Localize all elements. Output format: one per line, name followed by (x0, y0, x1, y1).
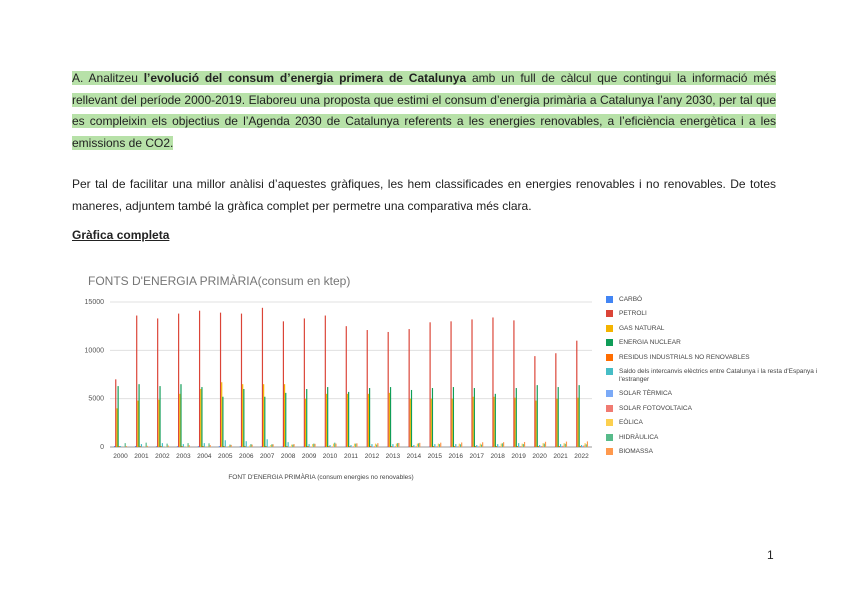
bar (369, 388, 370, 447)
bar (178, 314, 179, 447)
bar (314, 444, 315, 447)
bar (261, 446, 262, 447)
bar (471, 319, 472, 447)
bar (497, 444, 498, 447)
x-tick-label: 2006 (238, 453, 254, 460)
x-tick-label: 2009 (301, 453, 317, 460)
bar (455, 444, 456, 447)
bar (125, 443, 126, 447)
bar (434, 444, 435, 447)
bar (392, 444, 393, 447)
bar (263, 384, 264, 447)
legend-label: ENERGIA NUCLEAR (619, 339, 681, 347)
bar (543, 443, 544, 447)
bar (503, 442, 504, 447)
bar (240, 446, 241, 447)
bar (291, 445, 292, 447)
bar (437, 446, 438, 447)
bar (459, 444, 460, 447)
bar (582, 446, 583, 447)
bar (115, 379, 116, 447)
bar (271, 444, 272, 447)
bar (312, 444, 313, 447)
intro-text-start: A. Analitzeu (72, 71, 144, 85)
bar (292, 445, 293, 447)
bar (555, 353, 556, 447)
legend-label: SOLAR FOTOVOLTAICA (619, 404, 692, 412)
bar (138, 384, 139, 447)
legend-swatch (606, 325, 613, 332)
bar (395, 446, 396, 447)
bar (244, 446, 245, 447)
bar (579, 385, 580, 447)
bar (203, 446, 204, 447)
x-tick-label: 2013 (385, 453, 401, 460)
bar (140, 446, 141, 447)
bar (430, 322, 431, 447)
x-tick-label: 2010 (322, 453, 338, 460)
bar (496, 446, 497, 447)
bar (264, 397, 265, 447)
bar (577, 398, 578, 447)
bar (286, 446, 287, 447)
bar (477, 446, 478, 447)
bar (159, 386, 160, 447)
bar (126, 446, 127, 447)
bar (377, 443, 378, 447)
bar (502, 443, 503, 447)
bar (501, 444, 502, 447)
legend-swatch (606, 339, 613, 346)
bar (135, 446, 136, 447)
bar (409, 329, 410, 447)
x-tick-label: 2002 (155, 453, 170, 460)
bar (397, 443, 398, 447)
bar (355, 444, 356, 447)
bar (535, 401, 536, 447)
bar (229, 445, 230, 447)
x-tick-label: 2015 (427, 453, 443, 460)
chart-title: FONTS D'ENERGIA PRIMÀRIA(consum en ktep) (88, 274, 351, 288)
bar (438, 444, 439, 447)
bar (419, 443, 420, 447)
bar (450, 321, 451, 447)
bar (541, 446, 542, 447)
intro-paragraph (72, 68, 776, 154)
x-tick-label: 2011 (344, 453, 358, 460)
bar (246, 441, 247, 447)
bar (520, 446, 521, 447)
bar (147, 446, 148, 447)
bar (272, 444, 273, 447)
highlighted-text (72, 71, 776, 150)
bar (168, 446, 169, 447)
bar (452, 399, 453, 447)
legend-item (606, 390, 821, 398)
bar (204, 443, 205, 447)
bar (394, 446, 395, 447)
bar (583, 446, 584, 447)
bar (454, 446, 455, 447)
bar (480, 444, 481, 447)
bar (136, 316, 137, 447)
section-heading: Gràfica completa (72, 228, 170, 242)
bar (556, 399, 557, 447)
legend-item (606, 339, 821, 347)
bar (265, 446, 266, 447)
bar (161, 446, 162, 447)
bar (389, 393, 390, 447)
bar (440, 443, 441, 447)
legend-swatch (606, 296, 613, 303)
legend-swatch (606, 434, 613, 441)
bar (349, 446, 350, 447)
bar (418, 443, 419, 447)
legend-label: EÒLICA (619, 419, 643, 427)
bar (439, 444, 440, 447)
bar-chart (70, 290, 595, 485)
bar (308, 444, 309, 447)
bar (283, 321, 284, 447)
bar (157, 318, 158, 447)
bar (270, 445, 271, 447)
bar (368, 394, 369, 447)
bar (499, 446, 500, 447)
bar (474, 388, 475, 447)
x-tick-label: 2019 (511, 453, 526, 460)
bar (210, 445, 211, 447)
bar (119, 446, 120, 447)
bar (539, 445, 540, 447)
bar (328, 446, 329, 447)
bar (560, 444, 561, 447)
bar (284, 384, 285, 447)
bar (158, 400, 159, 447)
legend-item (606, 448, 821, 456)
bar (307, 446, 308, 447)
bar (388, 332, 389, 447)
bar (162, 443, 163, 447)
bar (199, 311, 200, 447)
bar (482, 442, 483, 447)
bar (587, 441, 588, 447)
bar (416, 446, 417, 447)
legend-item (606, 296, 821, 304)
bar (347, 394, 348, 447)
bar (329, 445, 330, 447)
bar (545, 442, 546, 447)
bar (306, 389, 307, 447)
bar (558, 387, 559, 447)
bar (476, 445, 477, 447)
x-tick-label: 2008 (280, 453, 296, 460)
bar (413, 445, 414, 447)
bar (492, 317, 493, 447)
bar (356, 443, 357, 447)
bar (495, 394, 496, 447)
bar (220, 313, 221, 447)
bar (137, 401, 138, 447)
x-tick-label: 2020 (532, 453, 547, 460)
bar (353, 446, 354, 447)
bar (223, 446, 224, 447)
bar (534, 356, 535, 447)
bar (564, 443, 565, 447)
bar (228, 446, 229, 447)
bar (120, 446, 121, 447)
bar (250, 444, 251, 447)
bar (410, 399, 411, 447)
bar (305, 399, 306, 447)
x-tick-label: 2016 (448, 453, 464, 460)
bar (518, 443, 519, 447)
bar (458, 446, 459, 447)
y-tick-label: 5000 (88, 395, 104, 403)
x-tick-label: 2001 (134, 453, 149, 460)
legend-swatch (606, 368, 613, 375)
x-tick-label: 2014 (406, 453, 422, 460)
x-tick-label: 2007 (259, 453, 275, 460)
bar (252, 445, 253, 447)
bar (208, 443, 209, 447)
x-tick-label: 2017 (469, 453, 484, 460)
bar (167, 444, 168, 447)
bar (221, 382, 222, 447)
intro-text-rest: amb un full de càlcul que contingui la informació més rellevant del període 2000-2019. Elaboreu una proposta que estimi el consum d’energia primària a Catalunya l’any 2030, per tal que es compleixin els objectius de l’Agenda 2030 de Catalunya referents a les energies renovables, a l’eficiència energètica i a les emissions de CO2. (72, 71, 776, 150)
bar (566, 442, 567, 447)
bar (519, 446, 520, 447)
bar (177, 446, 178, 447)
bar (179, 394, 180, 447)
bar (262, 308, 263, 447)
bar (479, 446, 480, 447)
legend-label: SOLAR TÈRMICA (619, 390, 672, 398)
bar (456, 446, 457, 447)
bar (538, 446, 539, 447)
bar (513, 320, 514, 447)
bar (523, 444, 524, 447)
legend-item (606, 405, 821, 413)
legend-item (606, 354, 821, 362)
y-tick-label: 0 (100, 444, 104, 451)
bar (313, 444, 314, 447)
x-tick-label: 2012 (364, 453, 380, 460)
bar (182, 446, 183, 447)
bar (332, 446, 333, 447)
bar (481, 445, 482, 447)
legend-item (606, 368, 821, 384)
bar (350, 445, 351, 447)
bar (435, 446, 436, 447)
bar (374, 446, 375, 447)
bar (540, 446, 541, 447)
bar (304, 318, 305, 447)
bar (335, 444, 336, 447)
bar (371, 444, 372, 447)
legend-label: Saldo dels intercanvis elèctrics entre Catalunya i la resta d'Espanya i l'estranger (619, 367, 818, 383)
bar (249, 446, 250, 447)
bar (562, 446, 563, 447)
legend-label: RESIDUS INDUSTRIALS NO RENOVABLES (619, 353, 750, 361)
bar (327, 387, 328, 447)
bar (334, 443, 335, 447)
bar (494, 397, 495, 447)
bar (537, 385, 538, 447)
bar (461, 442, 462, 447)
bar (243, 389, 244, 447)
bar (584, 443, 585, 447)
bar (565, 444, 566, 447)
bar (473, 397, 474, 447)
bar (187, 443, 188, 447)
bar (180, 384, 181, 447)
bar (581, 445, 582, 447)
bar (475, 446, 476, 447)
bar (390, 387, 391, 447)
legend-swatch (606, 405, 613, 412)
legend-label: BIOMASSA (619, 447, 653, 455)
y-tick-label: 15000 (84, 299, 104, 306)
legend-label: CARBÓ (619, 296, 643, 303)
bar (432, 388, 433, 447)
bar (516, 388, 517, 447)
bar (580, 446, 581, 447)
bar (114, 446, 115, 447)
bar (515, 398, 516, 447)
bar (524, 442, 525, 447)
bar (242, 384, 243, 447)
bar (460, 444, 461, 447)
bar (561, 446, 562, 447)
bar (288, 442, 289, 447)
legend-item (606, 325, 821, 333)
bar (367, 330, 368, 447)
x-tick-label: 2004 (197, 453, 212, 460)
x-tick-label: 2022 (574, 453, 589, 460)
x-tick-label: 2018 (490, 453, 505, 460)
legend-swatch (606, 419, 613, 426)
bar (282, 446, 283, 447)
x-tick-label: 2005 (218, 453, 233, 460)
bar (231, 445, 232, 447)
bar (333, 444, 334, 447)
bar (417, 444, 418, 447)
bar (198, 446, 199, 447)
bar (453, 387, 454, 447)
legend-swatch (606, 448, 613, 455)
legend-label: GAS NATURAL (619, 324, 665, 332)
legend-item (606, 419, 821, 427)
legend-item (606, 310, 821, 318)
classification-paragraph: Per tal de facilitar una millor anàlisi d’aquestes gràfiques, les hem classificades en energies renovables i no renovables. De totes maneres, adjuntem també la gràfica complet per permetre una comparativa més clara. (72, 177, 776, 213)
bar (433, 446, 434, 447)
page-number: 1 (767, 548, 774, 562)
bar (398, 443, 399, 447)
bar (576, 341, 577, 447)
legend-swatch (606, 354, 613, 361)
legend-label: PETROLI (619, 310, 647, 318)
bar (346, 326, 347, 447)
bar (225, 440, 226, 447)
bar (116, 408, 117, 447)
bar (498, 446, 499, 447)
bar (186, 446, 187, 447)
bar (586, 444, 587, 447)
bar (267, 439, 268, 447)
legend-item (606, 434, 821, 442)
bar (189, 445, 190, 447)
bar (207, 446, 208, 447)
bar (411, 390, 412, 447)
bar (241, 314, 242, 447)
bar (183, 444, 184, 447)
bar (517, 446, 518, 447)
bar (118, 386, 119, 447)
bar (348, 392, 349, 447)
x-tick-label: 2000 (113, 453, 128, 460)
bar (156, 446, 157, 447)
y-tick-label: 10000 (84, 347, 104, 355)
bar (293, 444, 294, 447)
bar (200, 389, 201, 447)
bar (354, 444, 355, 447)
bar (375, 444, 376, 447)
bar (285, 393, 286, 447)
chart-legend (606, 296, 821, 462)
bar (559, 446, 560, 447)
bar (370, 446, 371, 447)
bar (396, 444, 397, 447)
intro-bold-phrase: l’evolució del consum d’energia primera de Catalunya (143, 71, 467, 85)
bar (325, 316, 326, 447)
bar (141, 444, 142, 447)
x-tick-label: 2021 (553, 453, 568, 460)
bar (544, 444, 545, 447)
bar (522, 444, 523, 447)
bar (376, 445, 377, 447)
bar (414, 446, 415, 447)
x-tick-label: 2003 (176, 453, 191, 460)
bar (146, 443, 147, 447)
bar (219, 446, 220, 447)
legend-swatch (606, 310, 613, 317)
bar (326, 394, 327, 447)
x-axis-label: FONT D'ENERGIA PRIMÀRIA (consum energies no renovables) (228, 474, 414, 481)
bar (201, 387, 202, 447)
bar (431, 399, 432, 447)
bar (412, 446, 413, 447)
bar (222, 397, 223, 447)
legend-swatch (606, 390, 613, 397)
bar (391, 446, 392, 447)
legend-label: HIDRÀULICA (619, 433, 659, 441)
